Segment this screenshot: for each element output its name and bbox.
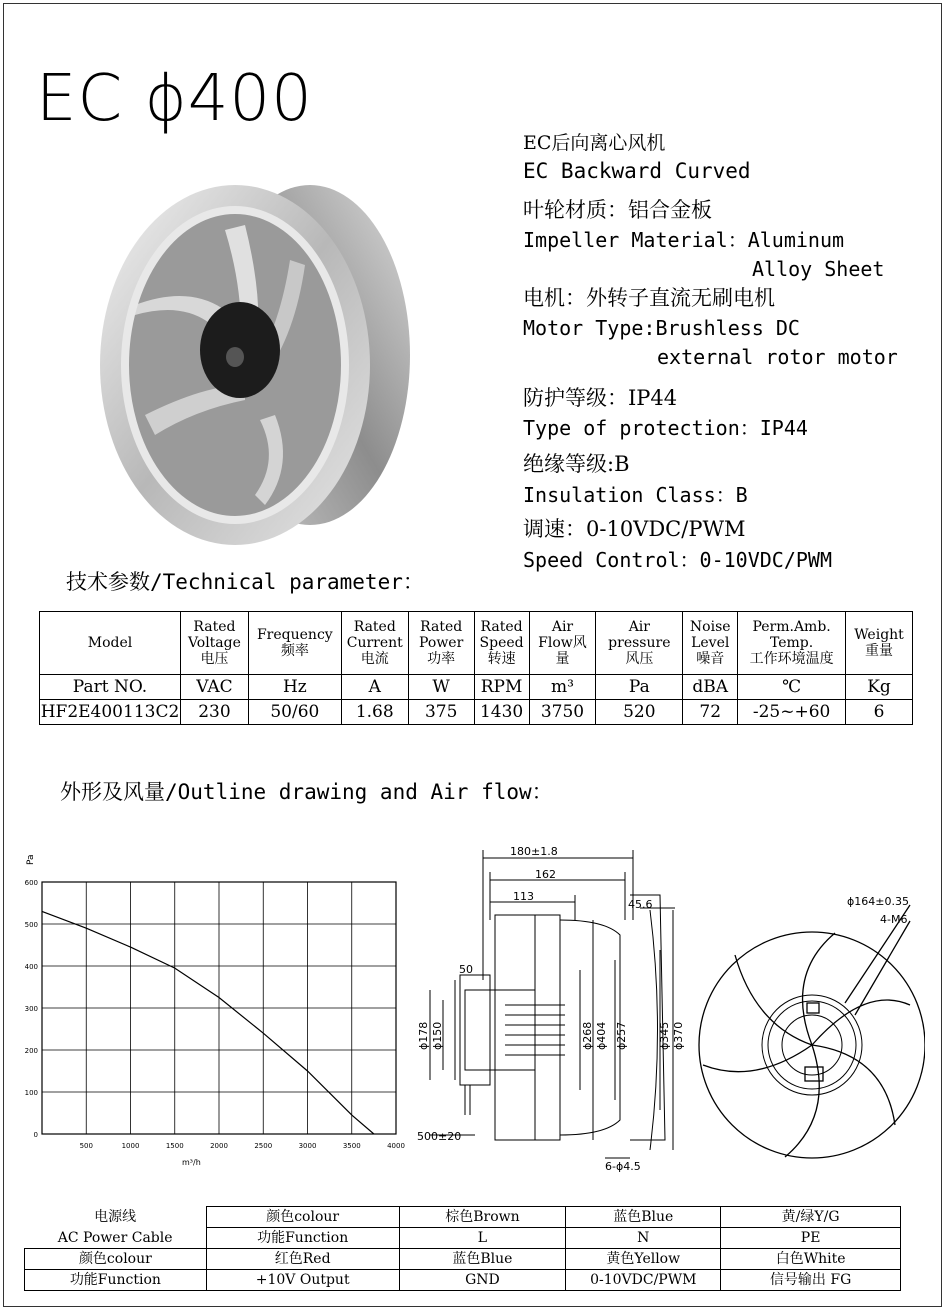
- tech-value-cell: 72: [683, 700, 738, 725]
- cable-cell: 信号输出 FG: [721, 1270, 901, 1291]
- cable-row-3: [25, 1249, 901, 1270]
- tech-value-cell: 3750: [529, 700, 596, 725]
- dim-113: 113: [513, 890, 534, 903]
- cable-row-2: [25, 1228, 901, 1249]
- tech-header-line: Level: [691, 635, 730, 651]
- tech-header-line: Weight: [854, 627, 904, 643]
- tech-value-cell: 230: [180, 700, 248, 725]
- chart-x-tick: 1500: [165, 1142, 184, 1150]
- chart-grid: [42, 882, 396, 1134]
- dim-180: 180±1.8: [510, 845, 558, 858]
- chart-y-tick: 0: [33, 1131, 38, 1139]
- dim-45-6: 45.6: [628, 898, 653, 911]
- cable-cell: 颜色colour: [206, 1207, 399, 1228]
- tech-units-row: [40, 675, 913, 700]
- chart-x-tick: 3000: [298, 1142, 317, 1150]
- tech-unit-cell: m³: [529, 675, 596, 700]
- tech-value-cell: 520: [596, 700, 683, 725]
- cable-cell: GND: [399, 1270, 566, 1291]
- tech-value-cell: -25~+60: [738, 700, 846, 725]
- tech-header-line: 工作环境温度: [749, 651, 834, 667]
- tech-header-line: 电流: [360, 651, 389, 667]
- dim-164: ϕ164±0.35: [847, 895, 909, 908]
- chart-y-tick: 600: [24, 879, 38, 887]
- tech-header-line: Flow风: [538, 635, 587, 651]
- tech-unit-cell: dBA: [683, 675, 738, 700]
- chart-x-tick: 500: [79, 1142, 93, 1150]
- tech-header-line: 电压: [200, 651, 229, 667]
- chart-x-tick: 3500: [342, 1142, 361, 1150]
- cable-label: 电源线: [94, 1209, 137, 1225]
- chart-x-tick: 1000: [121, 1142, 140, 1150]
- tech-header-line: Perm.Amb.: [752, 619, 831, 635]
- chart-y-tick: 200: [24, 1047, 38, 1055]
- tech-header-line: 量: [555, 651, 570, 667]
- tech-header-line: 功率: [427, 651, 456, 667]
- cable-label: 功能Function: [25, 1270, 207, 1291]
- spec-en-speed: Speed Control：0-10VDC/PWM: [523, 548, 832, 572]
- dim-50: 50: [459, 963, 473, 976]
- tech-header-cell: [474, 612, 529, 675]
- cable-cell: +10V Output: [206, 1270, 399, 1291]
- tech-header-cell: [408, 612, 474, 675]
- tech-parameter-table: [39, 611, 913, 725]
- tech-header-line: Speed: [479, 635, 524, 651]
- tech-header-cell: [738, 612, 846, 675]
- tech-value-cell: 375: [408, 700, 474, 725]
- cable-label: 颜色colour: [25, 1249, 207, 1270]
- airflow-chart: [20, 850, 415, 1180]
- page-title: EC ϕ400: [36, 62, 313, 136]
- cable-cell: 棕色Brown: [399, 1207, 566, 1228]
- chart-x-ticks: [80, 1142, 405, 1150]
- chart-x-tick: 2500: [254, 1142, 273, 1150]
- tech-header-line: Current: [346, 635, 403, 651]
- chart-y-ticks: [25, 879, 38, 1139]
- fan-product-image: [95, 185, 415, 555]
- tech-value-cell: 1430: [474, 700, 529, 725]
- cable-table: [24, 1206, 901, 1291]
- dim-178: ϕ178: [417, 1021, 430, 1050]
- cable-cell: 白色White: [721, 1249, 901, 1270]
- tech-unit-cell: Hz: [248, 675, 341, 700]
- tech-header-line: pressure: [608, 635, 671, 651]
- tech-header-cell: [341, 612, 408, 675]
- cable-cell: L: [399, 1228, 566, 1249]
- chart-series-line: [42, 911, 374, 1134]
- cable-row-4: [25, 1270, 901, 1291]
- tech-header-cell: [40, 612, 181, 675]
- tech-header-cell: [596, 612, 683, 675]
- tech-header-line: 转速: [487, 651, 516, 667]
- spec-en-type: EC Backward Curved: [523, 159, 751, 183]
- spec-cn-type: EC后向离心风机: [523, 132, 666, 154]
- tech-unit-cell: W: [408, 675, 474, 700]
- dim-257: ϕ257: [615, 1021, 628, 1050]
- tech-header-cell: [248, 612, 341, 675]
- cable-cell: 红色Red: [206, 1249, 399, 1270]
- spec-en-material-2: Alloy Sheet: [752, 257, 885, 281]
- spec-cn-protection: 防护等级：IP44: [523, 386, 678, 410]
- tech-header-cell: [846, 612, 913, 675]
- tech-header-line: 风压: [625, 651, 654, 667]
- side-view-drawing: [415, 840, 700, 1180]
- tech-value-cell: HF2E400113C2: [40, 700, 181, 725]
- tech-header-line: Rated: [420, 619, 463, 635]
- tech-unit-cell: RPM: [474, 675, 529, 700]
- cable-cell: N: [566, 1228, 721, 1249]
- spec-en-motor-1: Motor Type:Brushless DC: [523, 316, 800, 340]
- tech-unit-cell: Pa: [596, 675, 683, 700]
- tech-heading: 技术参数/Technical parameter：: [66, 570, 424, 594]
- outline-heading: 外形及风量/Outline drawing and Air flow：: [60, 780, 553, 804]
- tech-header-cell: [529, 612, 596, 675]
- chart-y-tick: 300: [24, 1005, 38, 1013]
- tech-header-line: Power: [419, 635, 464, 651]
- tech-header-cell: [180, 612, 248, 675]
- dim-cable-length: 500±20: [417, 1130, 462, 1143]
- chart-y-label: Pa: [26, 854, 36, 865]
- tech-unit-cell: VAC: [180, 675, 248, 700]
- tech-header-line: Air: [551, 619, 574, 635]
- spec-cn-material: 叶轮材质：铝合金板: [523, 198, 712, 222]
- dim-162: 162: [535, 868, 556, 881]
- tech-header-line: Noise: [689, 619, 731, 635]
- dim-holes: 6-ϕ4.5: [605, 1160, 641, 1173]
- spec-cn-motor: 电机：外转子直流无刷电机: [523, 286, 775, 310]
- tech-unit-cell: A: [341, 675, 408, 700]
- tech-header-line: 噪音: [696, 651, 725, 667]
- tech-header-line: 频率: [280, 643, 309, 659]
- tech-header-line: Rated: [353, 619, 396, 635]
- cable-cell: 蓝色Blue: [399, 1249, 566, 1270]
- dim-404: ϕ404: [595, 1021, 608, 1050]
- tech-value-cell: 1.68: [341, 700, 408, 725]
- cable-cell: 黄色Yellow: [566, 1249, 721, 1270]
- chart-y-tick: 400: [24, 963, 38, 971]
- tech-values-row: [40, 700, 913, 725]
- spec-cn-speed: 调速：0-10VDC/PWM: [523, 517, 746, 541]
- tech-header-line: Rated: [193, 619, 236, 635]
- spec-cn-insulation: 绝缘等级:B: [523, 452, 630, 476]
- spec-en-insulation: Insulation Class：B: [523, 483, 748, 507]
- cable-cell: 功能Function: [206, 1228, 399, 1249]
- cable-cell: 蓝色Blue: [566, 1207, 721, 1228]
- tech-header-row: [40, 612, 913, 675]
- tech-header-line: Model: [87, 635, 133, 651]
- spec-en-motor-2: external rotor motor: [657, 345, 898, 369]
- chart-x-tick: 4000: [387, 1142, 405, 1150]
- cable-row-1: [25, 1207, 901, 1228]
- cable-cell: 黄/绿Y/G: [721, 1207, 901, 1228]
- tech-unit-cell: ℃: [738, 675, 846, 700]
- tech-header-line: 重量: [865, 643, 893, 659]
- tech-header-line: Air: [628, 619, 650, 635]
- tech-header-line: Voltage: [187, 635, 241, 651]
- spec-en-material-1: Impeller Material：Aluminum: [523, 228, 845, 252]
- tech-header-line: Frequency: [256, 627, 333, 643]
- cable-label: AC Power Cable: [57, 1229, 173, 1246]
- tech-header-line: Temp.: [769, 635, 814, 651]
- tech-header-cell: [683, 612, 738, 675]
- chart-y-tick: 100: [24, 1089, 38, 1097]
- tech-unit-cell: Part NO.: [40, 675, 181, 700]
- dim-4-m6: 4-M6: [880, 913, 908, 926]
- tech-value-cell: 6: [846, 700, 913, 725]
- dim-150: ϕ150: [431, 1021, 444, 1050]
- chart-x-label: m³/h: [182, 1158, 201, 1167]
- spec-en-protection: Type of protection：IP44: [523, 416, 808, 440]
- front-view-drawing: [695, 885, 925, 1175]
- chart-y-tick: 500: [24, 921, 38, 929]
- dim-370: ϕ370: [672, 1021, 685, 1050]
- tech-unit-cell: Kg: [846, 675, 913, 700]
- chart-x-tick: 2000: [210, 1142, 228, 1150]
- tech-header-line: Rated: [480, 619, 523, 635]
- dim-268: ϕ268: [581, 1021, 594, 1050]
- tech-value-cell: 50/60: [248, 700, 341, 725]
- cable-cell: PE: [721, 1228, 901, 1249]
- cable-cell: 0-10VDC/PWM: [566, 1270, 721, 1291]
- dim-345: ϕ345: [658, 1021, 671, 1050]
